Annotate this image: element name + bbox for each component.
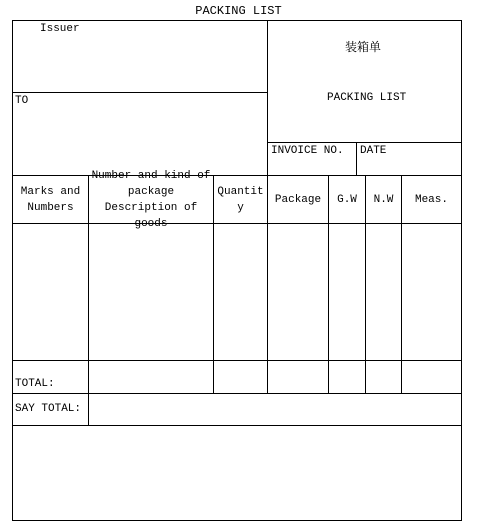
header-net-weight: N.W [373,193,394,206]
page-title: PACKING LIST [195,4,282,18]
issuer-to-divider [12,92,268,93]
invoice-date-divider [356,142,357,176]
header-row-bottom [12,223,462,224]
header-gross-weight: G.W [337,193,357,206]
header-desc-line3: Description of goods [104,201,198,230]
body-row-bottom [12,360,462,361]
header-measurement: Meas. [414,193,448,206]
header-quantity-line1: Quantit [217,185,264,198]
issuer-label: Issuer [40,23,80,35]
header-quantity-line2: y [237,201,244,214]
header-marks-line2: Numbers [27,201,74,214]
header-package: Package [274,193,322,206]
say-total-label: SAY TOTAL: [15,403,82,415]
frame-left [12,20,13,521]
total-label: TOTAL: [15,378,55,390]
frame-bottom [12,520,462,521]
header-marks-and-numbers [13,176,88,223]
header-divider-vertical [267,20,268,176]
header-description [89,169,213,230]
to-label: TO [15,95,29,107]
invoice-no-label: INVOICE NO. [271,145,344,157]
header-desc-line2: package [127,185,175,198]
say-total-row-bottom [12,425,462,426]
chinese-title: 装箱单 [345,40,382,54]
date-label: DATE [360,145,387,157]
frame-right [461,20,462,521]
header-marks-line1: Marks and [20,185,81,198]
total-row-bottom [12,393,462,394]
header-quantity [214,176,267,223]
packing-list-label: PACKING LIST [327,92,407,104]
header-desc-line1: Number and kind of [91,169,211,182]
